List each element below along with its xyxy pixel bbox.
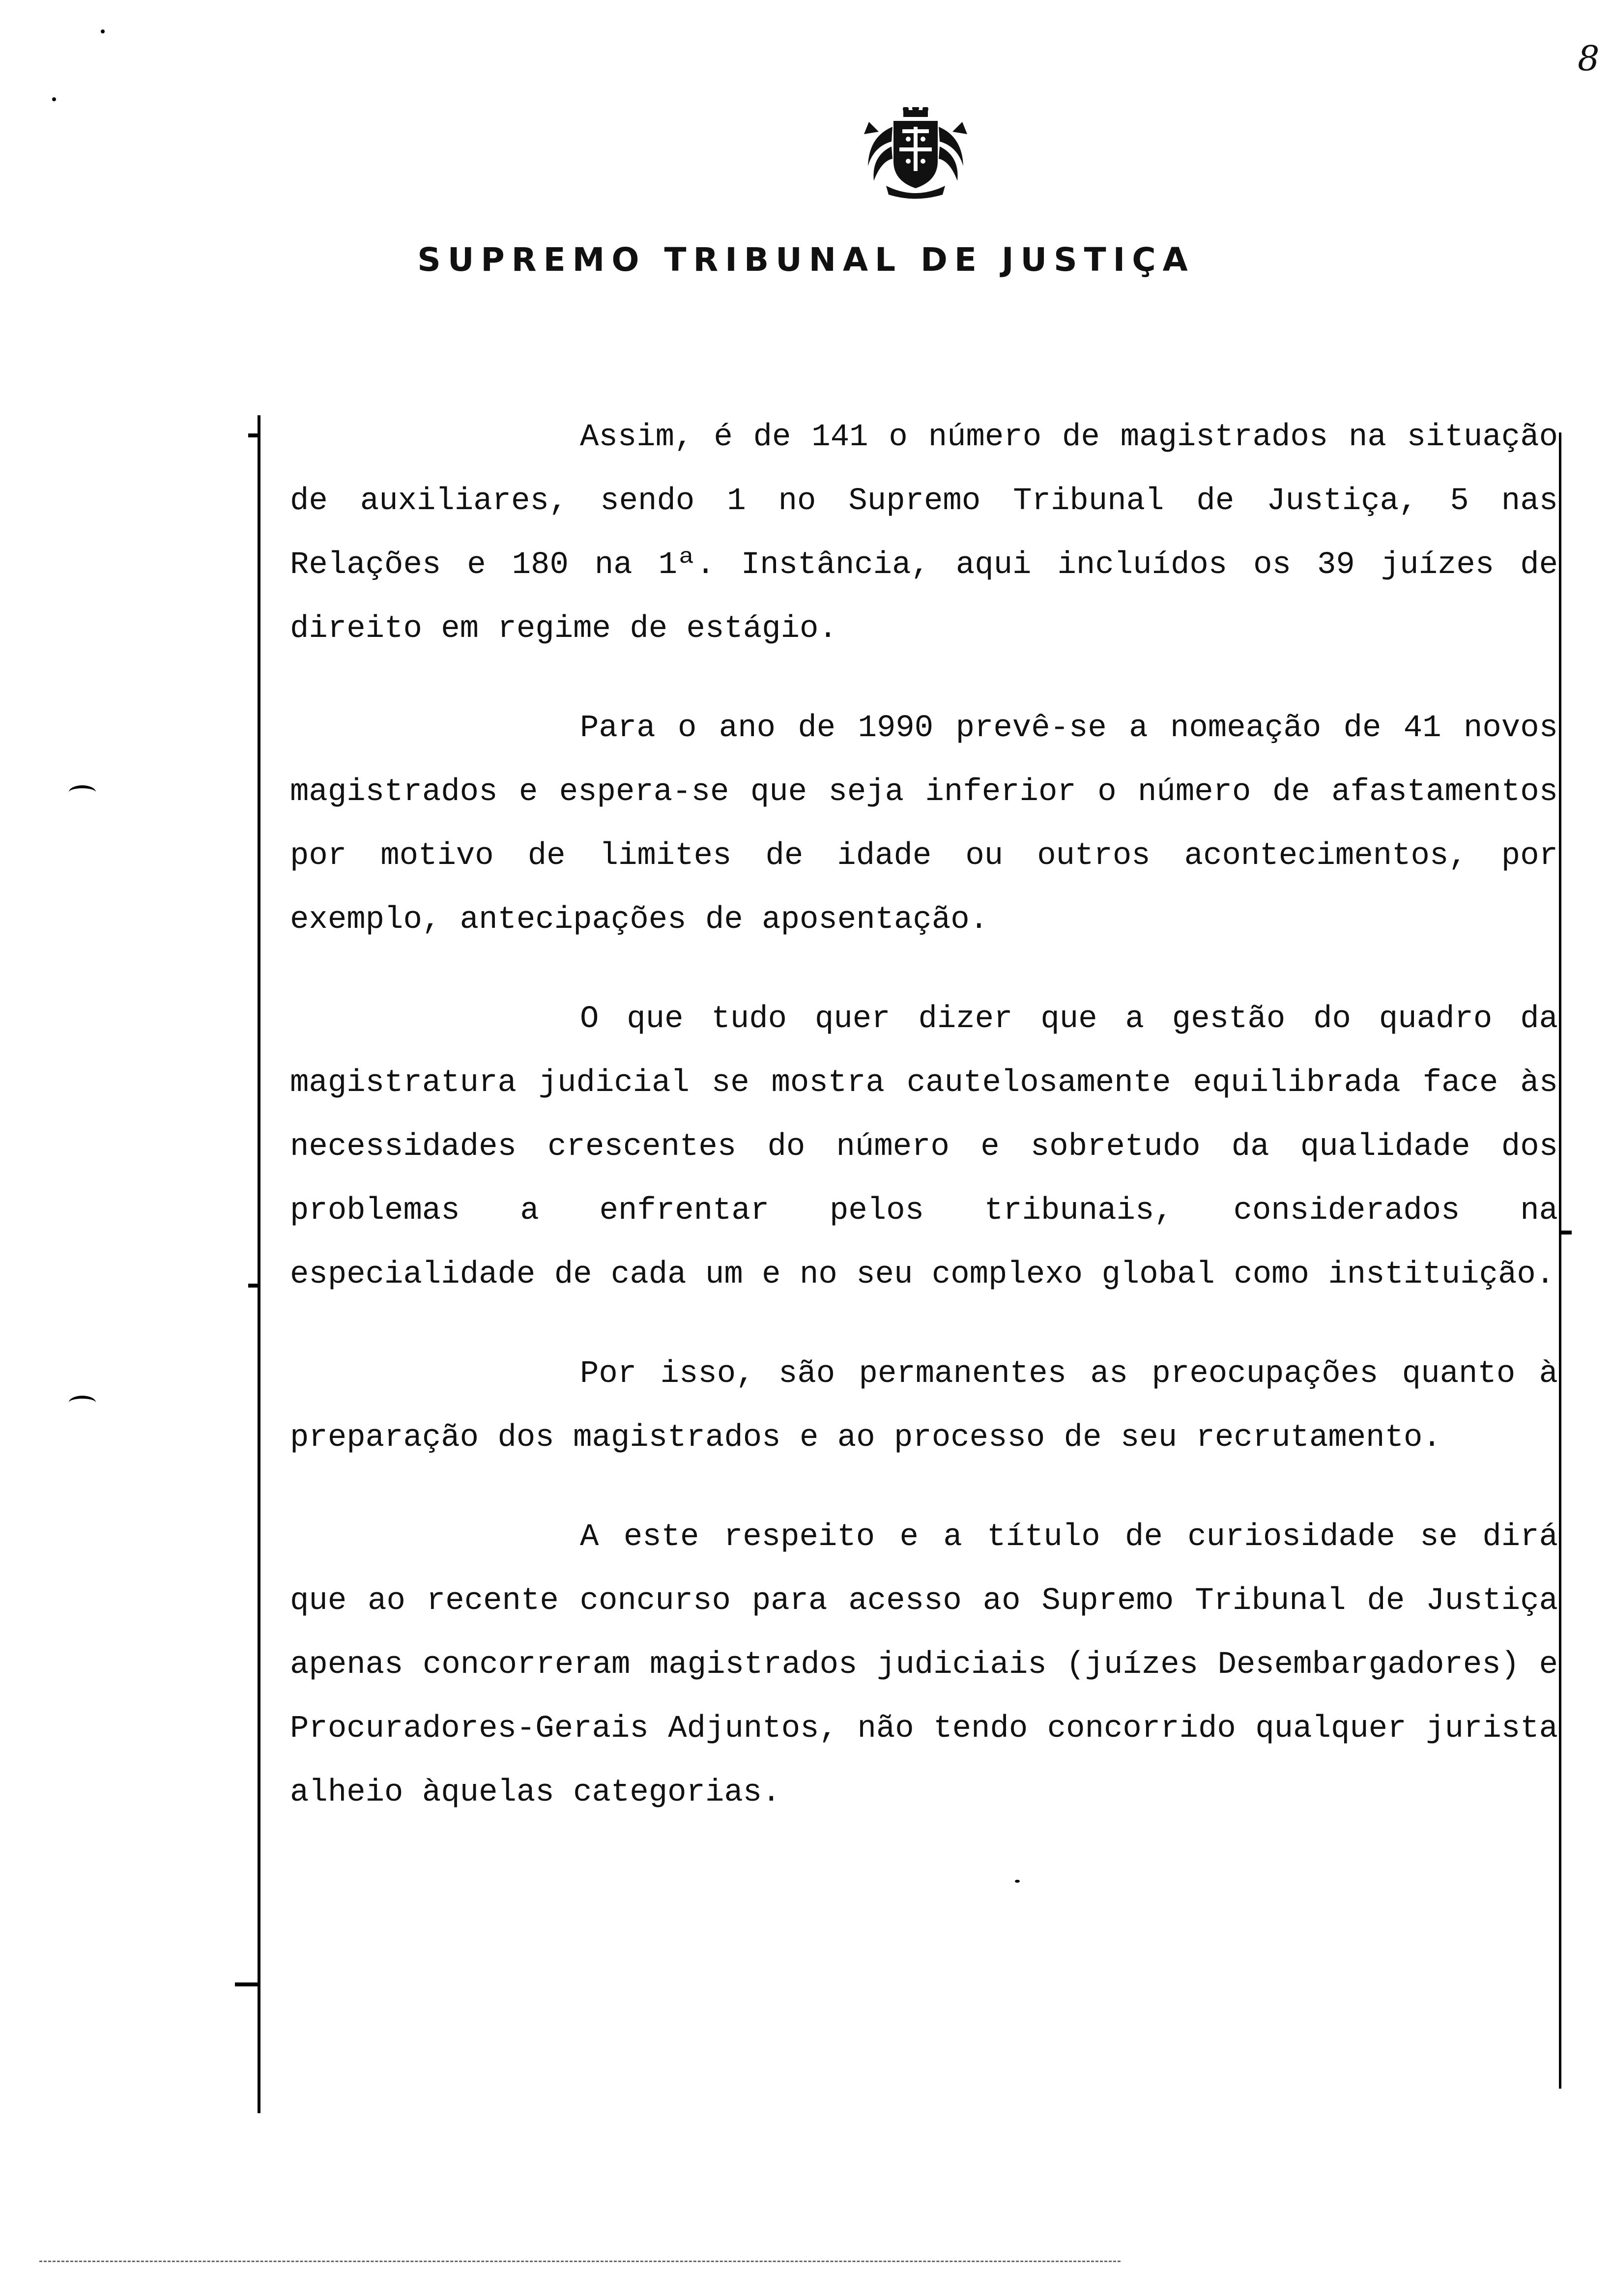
coat-of-arms-icon bbox=[859, 107, 972, 201]
scan-edge-line bbox=[39, 2261, 1121, 2262]
margin-tick bbox=[1561, 1231, 1572, 1234]
margin-tick bbox=[248, 433, 258, 437]
stray-dot bbox=[52, 97, 56, 101]
document-body bbox=[290, 405, 1558, 1860]
paragraph: Assim, é de 141 o número de magistrados na situação de auxiliares, sendo 1 no Supremo Tribunal de Justiça, 5 nas Relações e 180 na 1ª. Instância, aqui incluídos os 39 juízes de direito em regime de estágio. bbox=[290, 420, 1558, 647]
margin-mark bbox=[69, 785, 96, 799]
paragraph: Para o ano de 1990 prevê-se a nomeação de 41 novos magistrados e espera-se que seja inferior o número de afastamentos por motivo de limites de idade ou outros acontecimentos, por exemplo, antecipações de aposentação. bbox=[290, 711, 1558, 938]
margin-tick bbox=[235, 1982, 259, 1986]
stray-dot bbox=[1015, 1880, 1020, 1883]
right-margin-rule bbox=[1559, 432, 1561, 2089]
stray-dot bbox=[101, 29, 105, 33]
institution-title: SUPREMO TRIBUNAL DE JUSTIÇA bbox=[417, 241, 1195, 279]
paragraph: O que tudo quer dizer que a gestão do quadro da magistratura judicial se mostra cautelosamente equilibrada face às necessidades crescentes do número e sobretudo da qualidade dos problemas a enfrentar pelos tribunais, considerados na especialidade de cada um e no seu complexo global como instituição. bbox=[290, 1002, 1558, 1292]
paragraph: Por isso, são permanentes as preocupações quanto à preparação dos magistrados e ao processo de seu recrutamento. bbox=[290, 1356, 1558, 1456]
paragraph: A este respeito e a título de curiosidade se dirá que ao recente concurso para acesso ao Supremo Tribunal de Justiça apenas concorreram magistrados judiciais (juízes Desembargadores) e Procuradores-Gerais Adjuntos, não tendo concorrido qualquer jurista alheio àquelas categorias. bbox=[290, 1520, 1558, 1810]
left-margin-rule bbox=[258, 415, 260, 2113]
margin-tick bbox=[248, 1284, 258, 1288]
margin-mark bbox=[69, 1396, 96, 1409]
page-number: 8 bbox=[1578, 38, 1600, 79]
